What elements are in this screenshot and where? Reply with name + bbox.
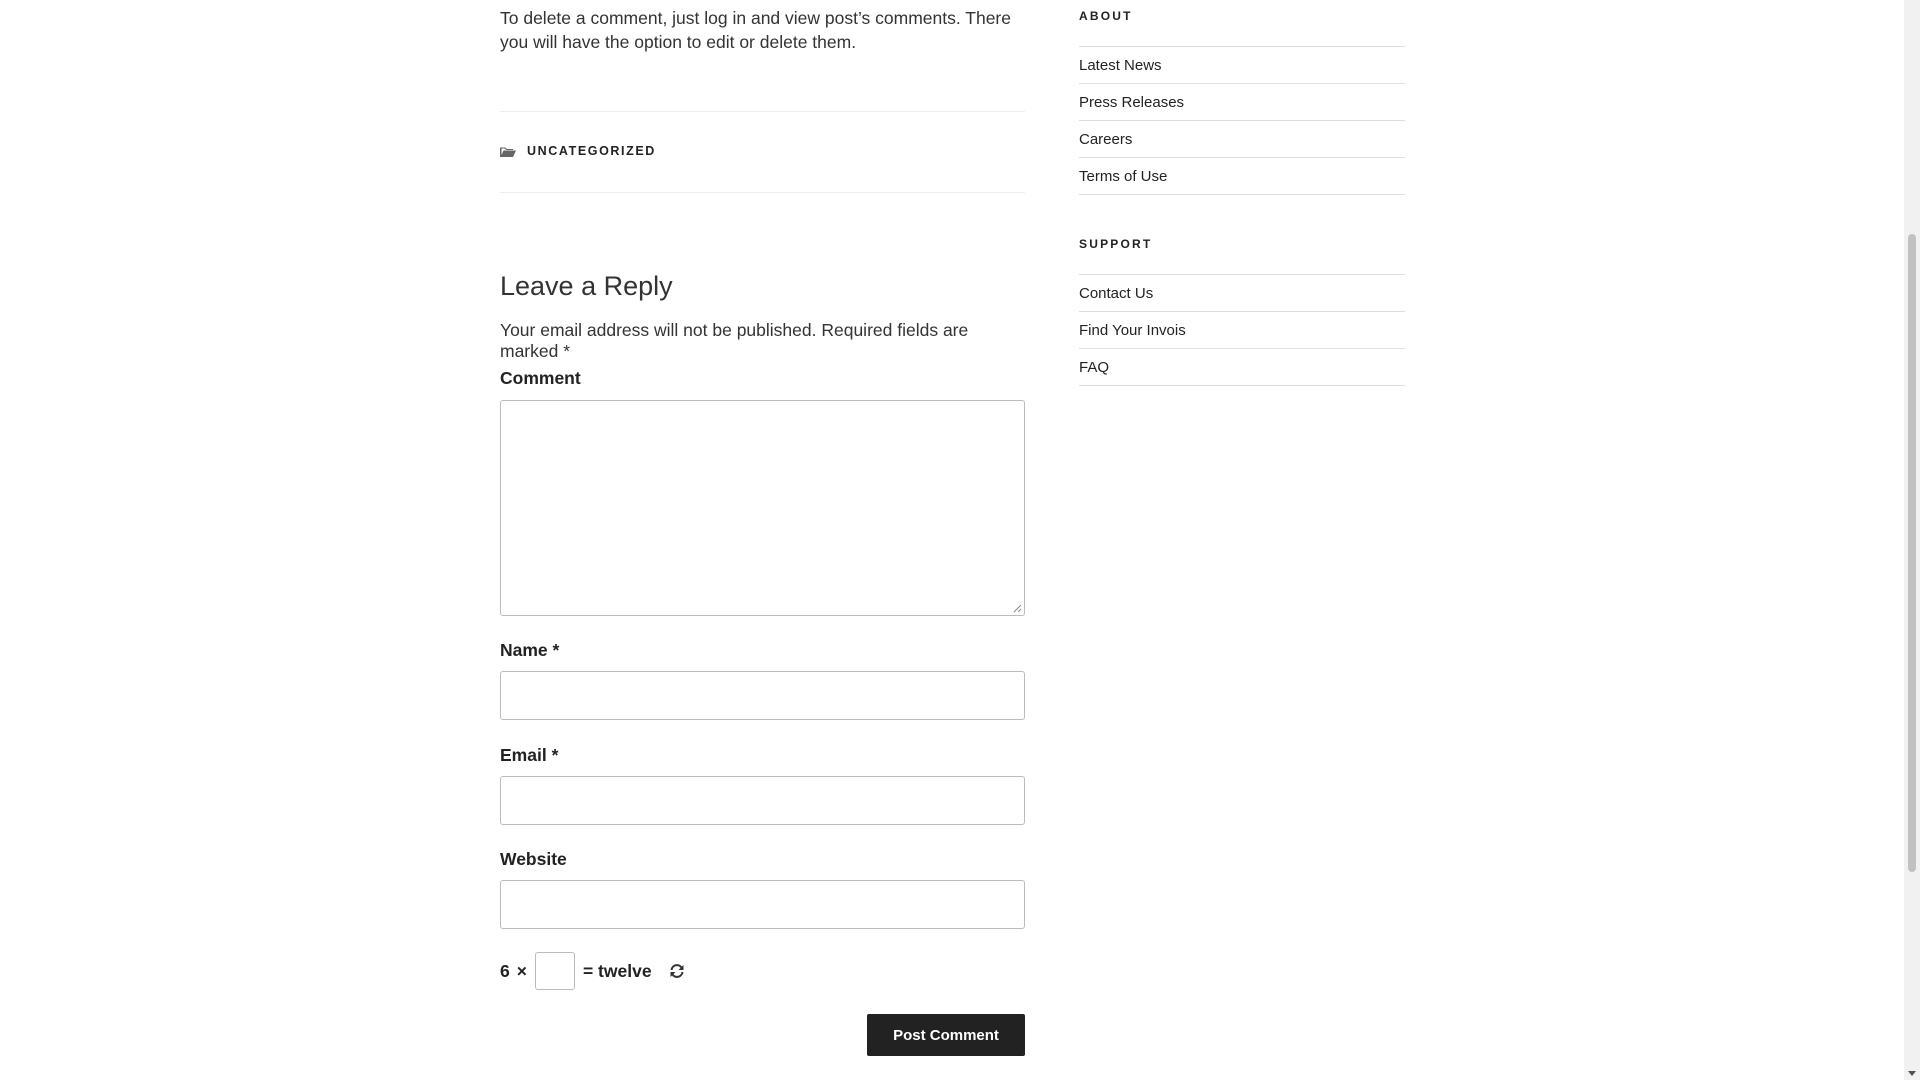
captcha-input[interactable] bbox=[535, 952, 575, 990]
scrollbar-thumb[interactable] bbox=[1908, 234, 1916, 872]
resize-grip-icon[interactable] bbox=[1013, 604, 1022, 613]
math-captcha bbox=[500, 952, 686, 990]
menu-item-press-releases[interactable]: Press Releases bbox=[1079, 84, 1405, 121]
website-label: Website bbox=[500, 849, 567, 869]
required-marker: * bbox=[551, 745, 559, 765]
post-intro-text: To delete a comment, just log in and view post’s comments. There you will have the option to edit or delete them. bbox=[500, 8, 1011, 52]
post-comment-button[interactable]: Post Comment bbox=[867, 1014, 1025, 1056]
menu-item-find-your-invois[interactable]: Find Your Invois bbox=[1079, 312, 1405, 349]
comment-notes: Your email address will not be published. Required fields are marked * bbox=[500, 320, 969, 361]
menu-item-careers[interactable]: Careers bbox=[1079, 121, 1405, 158]
widget-title-support: SUPPORT bbox=[1079, 237, 1153, 251]
comment-textarea[interactable] bbox=[500, 400, 1025, 616]
post-categories bbox=[500, 141, 656, 161]
menu-item-contact-us[interactable]: Contact Us bbox=[1079, 275, 1405, 312]
folder-icon bbox=[500, 145, 516, 157]
email-label-text: Email bbox=[500, 745, 547, 765]
captcha-operator: × bbox=[516, 960, 527, 981]
email-label bbox=[500, 745, 558, 766]
captcha-equals-text: = twelve bbox=[582, 960, 652, 981]
about-menu bbox=[1079, 46, 1405, 195]
required-marker: * bbox=[552, 640, 560, 660]
divider bbox=[500, 192, 1025, 193]
website-input[interactable] bbox=[500, 880, 1025, 929]
name-label-text: Name bbox=[500, 640, 548, 660]
support-menu bbox=[1079, 274, 1405, 386]
scrollbar[interactable] bbox=[1904, 0, 1920, 1080]
menu-item-latest-news[interactable]: Latest News bbox=[1079, 47, 1405, 84]
name-label bbox=[500, 640, 559, 661]
refresh-icon[interactable] bbox=[668, 962, 686, 980]
captcha-operand: 6 bbox=[500, 960, 510, 981]
category-link[interactable]: UNCATEGORIZED bbox=[527, 144, 656, 158]
divider bbox=[500, 111, 1025, 112]
comment-label: Comment bbox=[500, 368, 581, 388]
email-input[interactable] bbox=[500, 776, 1025, 825]
reply-title: Leave a Reply bbox=[500, 271, 673, 301]
scroll-down-arrow-icon[interactable] bbox=[1908, 1071, 1916, 1076]
menu-item-terms-of-use[interactable]: Terms of Use bbox=[1079, 158, 1405, 195]
widget-title-about: ABOUT bbox=[1079, 9, 1133, 23]
menu-item-faq[interactable]: FAQ bbox=[1079, 349, 1405, 386]
name-input[interactable] bbox=[500, 671, 1025, 720]
